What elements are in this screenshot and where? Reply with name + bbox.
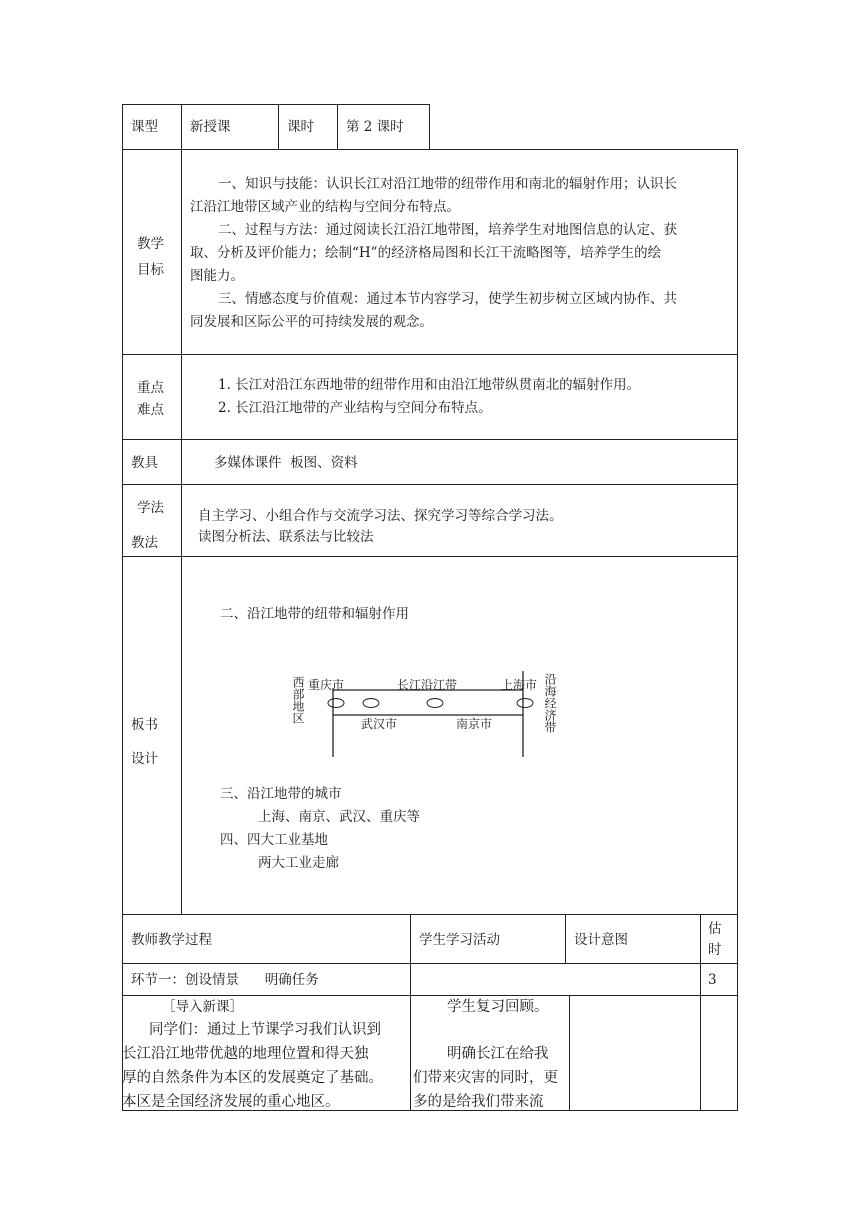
objective-line: 一、知识与技能：认识长江对沿江地带的纽带作用和南北的辐射作用；认识长 <box>218 176 677 192</box>
board-heading-3: 三、沿江地带的城市 <box>220 786 342 802</box>
border <box>122 484 738 485</box>
border <box>122 439 738 440</box>
board-heading-4: 四、四大工业基地 <box>220 832 328 848</box>
diagram-east-label: 沿海经济带 <box>543 673 557 733</box>
border <box>181 104 182 150</box>
intro-line: 同学们：通过上节课学习我们认识到 <box>149 1022 381 1038</box>
intro-line: 长江沿江地带优越的地理位置和得天独 <box>122 1046 369 1062</box>
intro-tag: ［导入新课］ <box>162 999 243 1015</box>
objective-line: 江沿江地带区域产业的结构与空间分布特点。 <box>190 199 460 215</box>
intro-line: 本区是全国经济发展的重心地区。 <box>122 1094 340 1110</box>
border <box>337 104 338 150</box>
border <box>122 149 738 150</box>
methods-line: 自主学习、小组合作与交流学习法、探究学习等综合学习法。 <box>198 508 563 524</box>
border <box>122 914 738 915</box>
keypoint-item: 1. 长江对沿江东西地带的纽带作用和由沿江地带纵贯南北的辐射作用。 <box>218 377 641 393</box>
board-heading-2: 二、沿江地带的纽带和辐射作用 <box>220 606 409 622</box>
border <box>122 104 123 1111</box>
header-time-1: 估 <box>708 921 722 937</box>
label-board-1: 板书 <box>131 717 158 733</box>
label-methods-1: 学法 <box>137 500 164 516</box>
label-tools: 教具 <box>131 455 158 471</box>
objective-line: 取、分析及评价能力；绘制“H”的经济格局图和长江干流略图等，培养学生的绘 <box>190 245 662 261</box>
section1-time: 3 <box>708 972 717 988</box>
board-corridors: 两大工业走廊 <box>258 855 339 871</box>
border <box>429 104 430 150</box>
objective-line: 三、情感态度与价值观：通过本节内容学习，使学生初步树立区域内协作、共 <box>218 291 677 307</box>
keypoint-item: 2. 长江沿江地带的产业结构与空间分布特点。 <box>218 400 492 416</box>
diagram-wuhan: 武汉市 <box>361 717 398 731</box>
tools-value: 多媒体课件 板图、资料 <box>214 455 358 471</box>
label-methods-2: 教法 <box>131 535 158 551</box>
value-period: 第 2 课时 <box>346 119 404 135</box>
label-objectives-1: 教学 <box>137 236 164 252</box>
label-lesson-type: 课型 <box>131 119 158 135</box>
intro-line: 厚的自然条件为本区的发展奠定了基础。 <box>122 1070 383 1086</box>
objective-line: 同发展和区际公平的可持续发展的观念。 <box>190 314 433 330</box>
diagram-nanjing: 南京市 <box>456 717 493 731</box>
border <box>122 104 430 105</box>
border <box>569 995 570 1111</box>
label-keypoints-2: 难点 <box>137 402 164 418</box>
h-diagram-lines <box>280 660 570 760</box>
border <box>181 149 182 915</box>
border <box>565 914 566 964</box>
border <box>278 104 279 150</box>
header-design-intent: 设计意图 <box>574 932 628 948</box>
label-board-2: 设计 <box>131 751 158 767</box>
border <box>122 995 738 996</box>
objective-line: 二、过程与方法：通过阅读长江沿江地带图，培养学生对地图信息的认定、获 <box>218 222 677 238</box>
label-objectives-2: 目标 <box>137 262 164 278</box>
objective-line: 图能力。 <box>190 268 244 284</box>
methods-line: 读图分析法、联系法与比较法 <box>198 529 374 545</box>
border <box>737 149 738 1111</box>
header-teacher-process: 教师教学过程 <box>131 932 212 948</box>
border <box>122 354 738 355</box>
border <box>122 556 738 557</box>
diagram-belt: 长江沿江带 <box>397 678 458 692</box>
border <box>122 963 738 964</box>
student-line: 多的是给我们带来流 <box>413 1094 544 1110</box>
student-line: 们带来灾害的同时，更 <box>413 1070 558 1086</box>
label-period: 课时 <box>287 119 314 135</box>
section1-title: 环节一：创设情景 明确任务 <box>131 972 319 988</box>
diagram-shanghai: 上海市 <box>501 678 538 692</box>
border <box>410 914 411 1111</box>
diagram-west-label: 西部地区 <box>291 676 305 724</box>
value-lesson-type: 新授课 <box>190 119 231 135</box>
header-time-2: 时 <box>708 942 722 958</box>
student-line: 学生复习回顾。 <box>447 999 549 1015</box>
diagram-chongqing: 重庆市 <box>308 678 345 692</box>
border <box>700 914 701 1111</box>
label-keypoints-1: 重点 <box>137 380 164 396</box>
board-cities: 上海、南京、武汉、重庆等 <box>258 809 420 825</box>
header-student-activity: 学生学习活动 <box>419 932 500 948</box>
student-line: 明确长江在给我 <box>447 1046 549 1062</box>
